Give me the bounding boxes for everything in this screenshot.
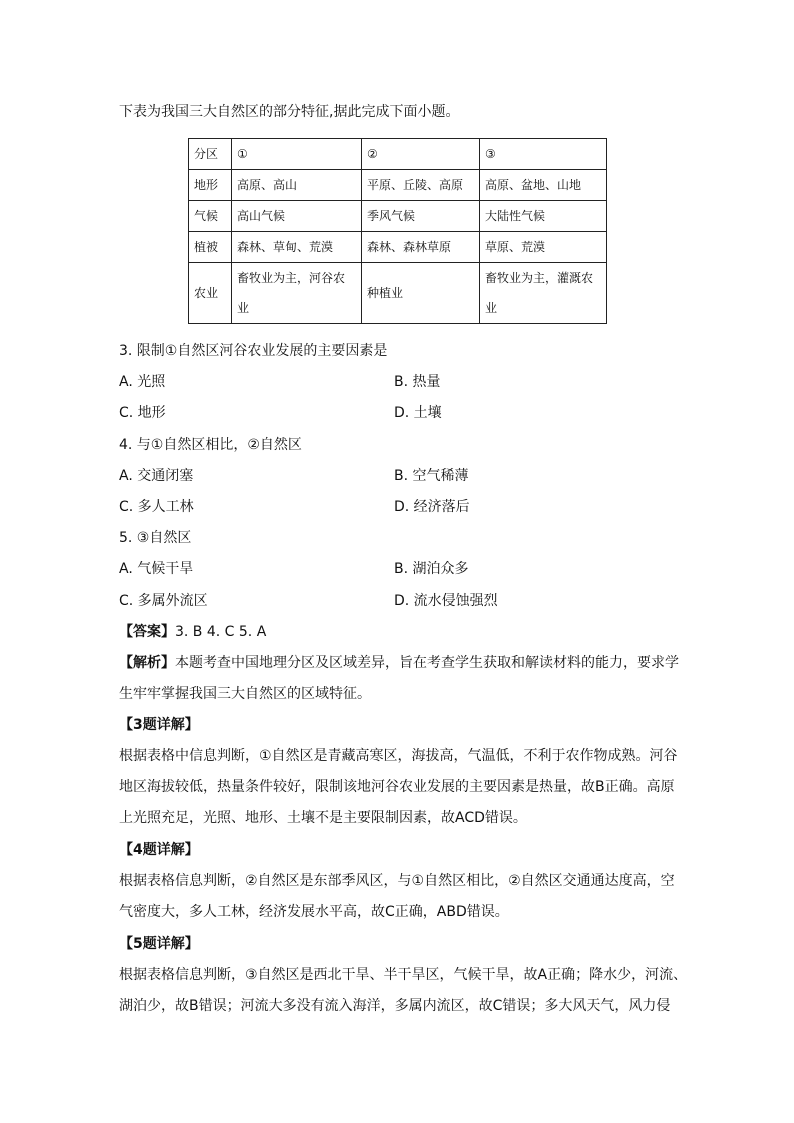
- answer-line: [119, 622, 266, 642]
- table-cell: ②: [362, 139, 480, 170]
- table-cell: 平原、丘陵、高原: [362, 170, 480, 201]
- table-cell: 畜牧业为主，河谷农业: [232, 263, 362, 324]
- question-stem: 3. 限制①自然区河谷农业发展的主要因素是: [119, 343, 388, 359]
- table-cell: 高山气候: [232, 201, 362, 232]
- option-a: A. 光照: [119, 374, 166, 390]
- option-b: B. 空气稀薄: [394, 468, 469, 484]
- answer-text: 3. B 4. C 5. A: [175, 624, 267, 640]
- analysis-line: 生牢牢掌握我国三大自然区的区域特征。: [119, 686, 371, 702]
- table-cell: 季风气候: [362, 201, 480, 232]
- analysis-line: 本题考查中国地理分区及区域差异，旨在考查学生获取和解读材料的能力，要求学: [175, 655, 679, 671]
- detail-line: 上光照充足，光照、地形、土壤不是主要限制因素，故ACD错误。: [119, 810, 527, 826]
- option-b: B. 湖泊众多: [394, 561, 469, 577]
- option-c: C. 多属外流区: [119, 593, 208, 609]
- table-cell: 森林、草甸、荒漠: [232, 232, 362, 263]
- question-stem: 5. ③自然区: [119, 530, 192, 546]
- table-cell: 畜牧业为主，灌溉农业: [480, 263, 607, 324]
- option-c: C. 地形: [119, 405, 166, 421]
- table-cell: 分区: [189, 139, 232, 170]
- table-cell: ③: [480, 139, 607, 170]
- table-cell: 种植业: [362, 263, 480, 324]
- detail-line: 地区海拔较低，热量条件较好，限制该地河谷农业发展的主要因素是热量，故B正确。高原: [119, 779, 675, 795]
- option-d: D. 流水侵蚀强烈: [394, 593, 498, 609]
- intro-text: 下表为我国三大自然区的部分特征,据此完成下面小题。: [119, 104, 460, 120]
- table-cell: 地形: [189, 170, 232, 201]
- option-b: B. 热量: [394, 374, 441, 390]
- table-cell: ①: [232, 139, 362, 170]
- option-a: A. 气候干旱: [119, 561, 194, 577]
- detail-4: [119, 835, 679, 928]
- table-cell: 高原、高山: [232, 170, 362, 201]
- table-cell: 气候: [189, 201, 232, 232]
- option-a: A. 交通闭塞: [119, 468, 194, 484]
- option-d: D. 土壤: [394, 405, 442, 421]
- detail-line: 根据表格信息判断，②自然区是东部季风区，与①自然区相比，②自然区交通通达度高，空: [119, 873, 675, 889]
- natural-regions-table: [188, 138, 607, 324]
- table-row: [189, 232, 607, 263]
- question-stem: 4. 与①自然区相比，②自然区: [119, 437, 302, 453]
- table-cell: 农业: [189, 263, 232, 324]
- detail-heading: 【5题详解】: [119, 936, 199, 952]
- table-row: [189, 170, 607, 201]
- option-c: C. 多人工林: [119, 499, 194, 515]
- option-d: D. 经济落后: [394, 499, 470, 515]
- table-cell: 植被: [189, 232, 232, 263]
- detail-line: 根据表格中信息判断，①自然区是青藏高寒区，海拔高，气温低，不利于农作物成熟。河谷: [119, 748, 678, 764]
- detail-heading: 【3题详解】: [119, 717, 199, 733]
- table-cell: 草原、荒漠: [480, 232, 607, 263]
- table-row: [189, 201, 607, 232]
- detail-line: 根据表格信息判断，③自然区是西北干旱、半干旱区，气候干旱，故A正确；降水少，河流、: [119, 967, 688, 983]
- table-row: [189, 263, 607, 324]
- table-cell: 大陆性气候: [480, 201, 607, 232]
- table-header-row: [189, 139, 607, 170]
- detail-5: [119, 929, 688, 1022]
- detail-heading: 【4题详解】: [119, 842, 199, 858]
- analysis-label: 【解析】: [119, 655, 175, 671]
- answer-label: 【答案】: [119, 624, 175, 640]
- analysis-paragraph: [119, 648, 679, 710]
- table-cell: 高原、盆地、山地: [480, 170, 607, 201]
- detail-line: 气密度大，多人工林，经济发展水平高，故C正确，ABD错误。: [119, 904, 509, 920]
- detail-3: [119, 710, 679, 834]
- detail-line: 湖泊少，故B错误；河流大多没有流入海洋，多属内流区，故C错误；多大风天气，风力侵: [119, 998, 671, 1014]
- table-cell: 森林、森林草原: [362, 232, 480, 263]
